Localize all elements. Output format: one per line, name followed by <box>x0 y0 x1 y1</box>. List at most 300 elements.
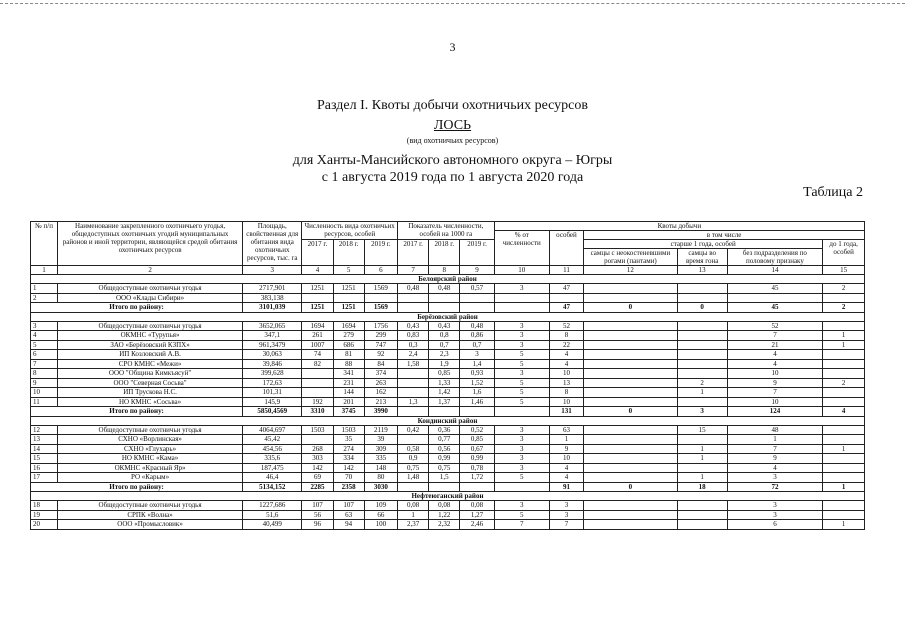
table-cell <box>302 388 333 398</box>
table-cell: 1,22 <box>429 510 460 520</box>
table-cell: 1251 <box>302 284 333 294</box>
table-cell: 1 <box>677 454 727 464</box>
table-cell: 6 <box>727 520 823 530</box>
table-cell: 2,3 <box>429 350 460 360</box>
table-row <box>31 293 865 303</box>
table-cell <box>677 359 727 369</box>
district-total-row <box>31 407 865 417</box>
table-cell: 40,499 <box>243 520 302 530</box>
total-cell: 2358 <box>333 482 364 492</box>
table-cell: 263 <box>364 378 397 388</box>
table-cell <box>677 520 727 530</box>
page-number: 3 <box>449 40 456 54</box>
table-cell <box>398 293 429 303</box>
table-cell: 4064,697 <box>243 425 302 435</box>
table-row <box>31 473 865 483</box>
table-cell: 201 <box>333 397 364 407</box>
table-cell <box>677 293 727 303</box>
table-cell: 0,67 <box>460 444 494 454</box>
table-cell: 383,138 <box>243 293 302 303</box>
header-nosex: без подразделения по половому признаку <box>727 249 823 266</box>
total-cell: 2 <box>823 303 865 313</box>
column-number: 10 <box>494 266 549 275</box>
table-cell: 5 <box>494 359 549 369</box>
hunting-ground-name: НО КМНС «Сосьва» <box>58 397 243 407</box>
table-cell: 7 <box>727 388 823 398</box>
table-cell <box>677 369 727 379</box>
table-cell: 84 <box>364 359 397 369</box>
table-cell: 10 <box>549 454 583 464</box>
total-cell: 3 <box>677 407 727 417</box>
table-cell: 1,42 <box>429 388 460 398</box>
table-cell: 11 <box>31 397 58 407</box>
table-cell <box>823 359 865 369</box>
table-cell: 9 <box>727 454 823 464</box>
total-cell: 72 <box>727 482 823 492</box>
table-row <box>31 340 865 350</box>
table-cell: 3 <box>494 284 549 294</box>
table-cell: 145,9 <box>243 397 302 407</box>
total-cell: 1 <box>823 482 865 492</box>
section-title: Раздел I. Квоты добычи охотничьих ресурсов <box>316 98 588 113</box>
column-number: 8 <box>429 266 460 275</box>
table-cell: 192 <box>302 397 333 407</box>
table-cell: 2,37 <box>398 520 429 530</box>
header-under1: до 1 года, особей <box>823 240 865 266</box>
region-period <box>0 152 905 186</box>
hunting-ground-name: Общедоступные охотничьи угодья <box>58 284 243 294</box>
table-cell: 0,93 <box>460 369 494 379</box>
table-cell: 1,52 <box>460 378 494 388</box>
table-cell: 4 <box>549 350 583 360</box>
table-cell: 5 <box>494 473 549 483</box>
table-cell: 335 <box>364 454 397 464</box>
header-name: Наименование закрепленного охотничьего угодья, общедоступных охотничьих угодий муниципальных районов и иной территории, являющейся средой обитания охотничьих ресурсов <box>58 222 243 266</box>
species-caption: (вид охотничьих ресурсов) <box>406 136 499 145</box>
table-cell: 39 <box>364 435 397 445</box>
table-cell: 17 <box>31 473 58 483</box>
total-label: Итого по району: <box>31 303 243 313</box>
total-label: Итого по району: <box>31 407 243 417</box>
hunting-ground-name: ЗАО «Берёзовский КЗПХ» <box>58 340 243 350</box>
table-cell: 47 <box>549 284 583 294</box>
table-cell <box>677 397 727 407</box>
table-cell: 0,57 <box>460 284 494 294</box>
table-cell <box>823 388 865 398</box>
table-cell: 1 <box>677 444 727 454</box>
table-cell: 107 <box>302 501 333 511</box>
table-cell: 88 <box>333 359 364 369</box>
column-number: 5 <box>333 266 364 275</box>
total-cell <box>398 482 429 492</box>
table-cell: 0,86 <box>460 331 494 341</box>
table-cell <box>823 397 865 407</box>
table-cell <box>677 331 727 341</box>
header-no: № п/п <box>31 222 58 266</box>
region-line: для Ханты-Мансийского автономного округа – Югры <box>292 153 613 168</box>
table-row <box>31 350 865 360</box>
header-incl: в том числе <box>584 231 865 240</box>
total-cell: 1569 <box>364 303 397 313</box>
table-cell: 80 <box>364 473 397 483</box>
table-cell: 4 <box>549 473 583 483</box>
hunting-ground-name: НО КМНС «Кама» <box>58 454 243 464</box>
table-cell: 2119 <box>364 425 397 435</box>
table-cell: 3 <box>727 473 823 483</box>
table-cell <box>584 350 678 360</box>
table-cell: 0,52 <box>460 425 494 435</box>
total-cell <box>429 303 460 313</box>
table-cell <box>584 321 678 331</box>
table-cell: 7 <box>727 444 823 454</box>
table-cell <box>823 435 865 445</box>
table-cell <box>823 473 865 483</box>
table-cell: 1,37 <box>429 397 460 407</box>
table-cell: 4 <box>549 463 583 473</box>
table-cell <box>584 520 678 530</box>
table-cell: 81 <box>333 350 364 360</box>
table-cell: 686 <box>333 340 364 350</box>
district-row <box>31 275 865 284</box>
table-cell <box>823 321 865 331</box>
table-cell: 107 <box>333 501 364 511</box>
column-number: 6 <box>364 266 397 275</box>
total-cell: 3745 <box>333 407 364 417</box>
header-y2017: 2017 г. <box>302 240 333 266</box>
table-cell: 142 <box>302 463 333 473</box>
table-cell: 3 <box>494 501 549 511</box>
table-cell: 341 <box>333 369 364 379</box>
table-cell: 1 <box>823 331 865 341</box>
district-row <box>31 492 865 501</box>
table-cell: 109 <box>364 501 397 511</box>
table-cell: 213 <box>364 397 397 407</box>
table-cell: 2,32 <box>429 520 460 530</box>
table-cell: 7 <box>549 520 583 530</box>
table-cell: 2,4 <box>398 350 429 360</box>
table-cell <box>398 369 429 379</box>
total-cell: 124 <box>727 407 823 417</box>
table-cell: 1,9 <box>429 359 460 369</box>
table-cell: 0,48 <box>429 284 460 294</box>
table-cell <box>584 444 678 454</box>
table-cell: 1,6 <box>460 388 494 398</box>
table-cell: 10 <box>31 388 58 398</box>
table-row <box>31 435 865 445</box>
table-cell: 0,75 <box>429 463 460 473</box>
table-cell: 8 <box>549 388 583 398</box>
table-cell: 63 <box>549 425 583 435</box>
table-row <box>31 331 865 341</box>
table-cell: 2717,901 <box>243 284 302 294</box>
header-y2018: 2018 г. <box>333 240 364 266</box>
table-cell: 0,3 <box>398 340 429 350</box>
table-row <box>31 284 865 294</box>
table-cell: 5 <box>494 388 549 398</box>
table-cell: 0,83 <box>398 331 429 341</box>
table-cell: 187,475 <box>243 463 302 473</box>
table-cell: 4 <box>549 359 583 369</box>
table-cell <box>823 501 865 511</box>
column-number-row <box>31 266 865 275</box>
table-cell: 0,43 <box>398 321 429 331</box>
table-row <box>31 378 865 388</box>
table-cell: 1 <box>31 284 58 294</box>
hunting-ground-name: ООО "Община Кимкъясуй" <box>58 369 243 379</box>
table-cell: 101,31 <box>243 388 302 398</box>
hunting-ground-name: СРО КМНС «Межи» <box>58 359 243 369</box>
table-cell: 0,85 <box>460 435 494 445</box>
total-cell: 3030 <box>364 482 397 492</box>
hunting-ground-name: Общедоступные охотничьи угодья <box>58 501 243 511</box>
table-cell <box>584 378 678 388</box>
table-cell: 10 <box>549 397 583 407</box>
table-cell: 0,58 <box>398 444 429 454</box>
total-cell: 3310 <box>302 407 333 417</box>
table-cell: 454,56 <box>243 444 302 454</box>
table-cell <box>677 510 727 520</box>
table-cell: 9 <box>31 378 58 388</box>
table-cell <box>398 378 429 388</box>
table-cell <box>333 293 364 303</box>
total-cell <box>494 303 549 313</box>
table-row <box>31 510 865 520</box>
table-cell: 0,99 <box>460 454 494 464</box>
table-cell: 1,4 <box>460 359 494 369</box>
table-cell: 1227,686 <box>243 501 302 511</box>
column-number: 14 <box>727 266 823 275</box>
column-number: 12 <box>584 266 678 275</box>
table-cell: 1,3 <box>398 397 429 407</box>
table-cell: 1,46 <box>460 397 494 407</box>
table-cell <box>398 435 429 445</box>
table-cell: 961,3479 <box>243 340 302 350</box>
table-cell: 1251 <box>333 284 364 294</box>
hunting-ground-name: ООО «Клады Сибири» <box>58 293 243 303</box>
table-cell <box>823 369 865 379</box>
table-row <box>31 454 865 464</box>
table-cell: 45,42 <box>243 435 302 445</box>
period-line: с 1 августа 2019 года по 1 августа 2020 года <box>321 170 584 185</box>
total-cell <box>398 303 429 313</box>
table-cell: 13 <box>549 378 583 388</box>
column-number: 4 <box>302 266 333 275</box>
table-cell: 374 <box>364 369 397 379</box>
table-cell <box>584 463 678 473</box>
table-cell: 148 <box>364 463 397 473</box>
table-cell: 1569 <box>364 284 397 294</box>
total-cell <box>429 482 460 492</box>
table-cell <box>677 463 727 473</box>
table-cell: 3 <box>494 369 549 379</box>
district-name: Нефтеюганский район <box>31 492 865 501</box>
total-cell: 0 <box>584 482 678 492</box>
table-cell: 45 <box>727 284 823 294</box>
table-cell: 18 <box>31 501 58 511</box>
total-cell <box>429 407 460 417</box>
table-cell: 1756 <box>364 321 397 331</box>
table-cell <box>584 340 678 350</box>
total-cell: 5850,4569 <box>243 407 302 417</box>
hunting-ground-name: ОКМНС «Турупья» <box>58 331 243 341</box>
table-cell: 1 <box>823 340 865 350</box>
table-cell: 142 <box>333 463 364 473</box>
table-cell <box>823 510 865 520</box>
table-cell: 5 <box>494 510 549 520</box>
table-cell: 303 <box>302 454 333 464</box>
district-name: Берёзовский район <box>31 312 865 321</box>
table-row <box>31 520 865 530</box>
table-cell: 3 <box>494 463 549 473</box>
table-cell: 92 <box>364 350 397 360</box>
table-cell <box>584 369 678 379</box>
table-row <box>31 321 865 331</box>
table-cell <box>429 293 460 303</box>
table-cell: 52 <box>549 321 583 331</box>
table-cell: 144 <box>333 388 364 398</box>
table-cell: 1694 <box>333 321 364 331</box>
total-cell: 2285 <box>302 482 333 492</box>
table-cell: 66 <box>364 510 397 520</box>
hunting-ground-name: Общедоступные охотничьи угодья <box>58 321 243 331</box>
table-cell: 46,4 <box>243 473 302 483</box>
table-cell: 0,75 <box>398 463 429 473</box>
table-cell: 100 <box>364 520 397 530</box>
table-cell: 8 <box>549 331 583 341</box>
hunting-ground-name: СХНО «Ворлинская» <box>58 435 243 445</box>
table-cell: 96 <box>302 520 333 530</box>
table-cell: 3 <box>494 444 549 454</box>
hunting-ground-name: ООО "Северная Сосьва" <box>58 378 243 388</box>
hunting-ground-name: ИП Козловский А.В. <box>58 350 243 360</box>
table-cell: 0,7 <box>460 340 494 350</box>
table-cell: 30,063 <box>243 350 302 360</box>
table-cell: 10 <box>549 369 583 379</box>
table-cell: 1 <box>823 520 865 530</box>
table-cell: 15 <box>31 454 58 464</box>
table-cell <box>549 293 583 303</box>
table-cell <box>302 369 333 379</box>
table-cell: 1,33 <box>429 378 460 388</box>
table-cell <box>823 293 865 303</box>
table-cell <box>584 501 678 511</box>
table-cell: 3 <box>494 340 549 350</box>
scan-top-edge <box>0 3 905 4</box>
table-row <box>31 444 865 454</box>
table-cell: 3 <box>727 501 823 511</box>
table-cell: 1 <box>677 388 727 398</box>
table-cell <box>823 454 865 464</box>
table-cell: 52 <box>727 321 823 331</box>
district-total-row <box>31 482 865 492</box>
table-cell <box>460 293 494 303</box>
header-quotas: Квоты добычи <box>494 222 864 231</box>
table-cell: 1 <box>677 473 727 483</box>
table-cell: 172,63 <box>243 378 302 388</box>
table-cell <box>398 388 429 398</box>
table-cell: 0,8 <box>429 331 460 341</box>
table-cell <box>677 321 727 331</box>
table-cell: 2 <box>677 378 727 388</box>
table-cell: 69 <box>302 473 333 483</box>
table-cell <box>584 397 678 407</box>
table-cell: 0,48 <box>398 284 429 294</box>
table-cell: 0,08 <box>460 501 494 511</box>
table-cell: 70 <box>333 473 364 483</box>
table-cell: 22 <box>549 340 583 350</box>
table-cell: 35 <box>333 435 364 445</box>
table-cell: 10 <box>727 369 823 379</box>
header-density: Показатель численности, особей на 1000 га <box>398 222 495 240</box>
table-cell: 3 <box>494 454 549 464</box>
table-cell: 0,85 <box>429 369 460 379</box>
table-cell: 0,08 <box>398 501 429 511</box>
table-cell <box>584 425 678 435</box>
total-cell <box>494 407 549 417</box>
table-cell: 63 <box>333 510 364 520</box>
district-name: Кондинский район <box>31 416 865 425</box>
table-cell: 3 <box>494 321 549 331</box>
table-cell: 399,628 <box>243 369 302 379</box>
table-cell: 279 <box>333 331 364 341</box>
table-cell <box>584 473 678 483</box>
table-cell: 14 <box>31 444 58 454</box>
table-number: Таблица 2 <box>803 185 863 200</box>
table-cell: 3 <box>494 331 549 341</box>
table-cell: 0,78 <box>460 463 494 473</box>
hunting-ground-name: ООО «Промысловик» <box>58 520 243 530</box>
table-cell: 4 <box>727 463 823 473</box>
hunting-ground-name: СРПК «Волна» <box>58 510 243 520</box>
table-cell: 2 <box>823 378 865 388</box>
table-cell: 231 <box>333 378 364 388</box>
table-cell: 335,6 <box>243 454 302 464</box>
table-cell: 3 <box>549 501 583 511</box>
table-cell: 39,846 <box>243 359 302 369</box>
table-cell: 0,9 <box>398 454 429 464</box>
header-males: самцы с неокостеневшими рогами (пантами) <box>584 249 678 266</box>
total-cell: 0 <box>584 407 678 417</box>
table-cell: 1 <box>398 510 429 520</box>
header-dens-2018: 2018 г. <box>429 240 460 266</box>
table-cell: 2 <box>31 293 58 303</box>
table-cell: 5 <box>494 350 549 360</box>
total-cell: 131 <box>549 407 583 417</box>
hunting-ground-name: СХНО «Глухарь» <box>58 444 243 454</box>
table-cell: 0,43 <box>429 321 460 331</box>
table-cell: 274 <box>333 444 364 454</box>
total-cell: 18 <box>677 482 727 492</box>
table-cell: 747 <box>364 340 397 350</box>
table-cell <box>494 293 549 303</box>
table-cell: 9 <box>727 378 823 388</box>
header-y2019: 2019 г. <box>364 240 397 266</box>
table-cell: 2 <box>823 284 865 294</box>
total-cell: 1251 <box>333 303 364 313</box>
column-number: 1 <box>31 266 58 275</box>
table-cell: 0,7 <box>429 340 460 350</box>
table-cell: 74 <box>302 350 333 360</box>
table-row <box>31 359 865 369</box>
table-cell: 1694 <box>302 321 333 331</box>
total-cell: 0 <box>677 303 727 313</box>
table-cell: 1,58 <box>398 359 429 369</box>
header-over1: старше 1 года, особей <box>584 240 823 249</box>
table-cell: 5 <box>494 397 549 407</box>
district-name: Белоярский район <box>31 275 865 284</box>
table-cell <box>584 293 678 303</box>
table-cell: 347,1 <box>243 331 302 341</box>
